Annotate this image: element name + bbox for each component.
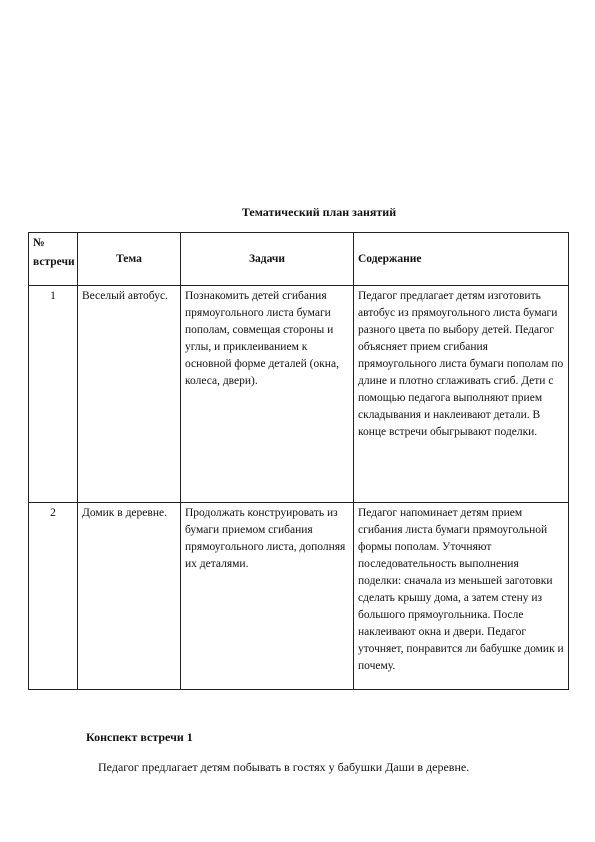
header-theme: Тема [78, 233, 181, 286]
table-row [29, 503, 569, 690]
thematic-plan-table [28, 232, 569, 690]
header-content: Содержание [354, 233, 569, 286]
row-number: 1 [29, 286, 78, 503]
table-row [29, 286, 569, 503]
table-header-row [29, 233, 569, 286]
row-number: 2 [29, 503, 78, 690]
summary-heading: Конспект встречи 1 [86, 730, 193, 744]
row-tasks: Познакомить детей сгибания прямоугольного листа бумаги пополам, совмещая стороны и углы, и приклеиванием к основной форме деталей (окна, колеса, двери). [181, 286, 354, 503]
row-tasks: Продолжать конструировать из бумаги приемом сгибания прямоугольного листа, дополняя их деталями. [181, 503, 354, 690]
row-content: Педагог напоминает детям прием сгибания листа бумаги прямоугольной формы пополам. Уточняют последовательность выполнения поделки: сначала из меньшей заготовки сделать крышу дома, а затем стену из большого прямоугольника. После наклеивают окна и двери. Педагог уточняет, понравится ли бабушке домик и почему. [354, 503, 569, 690]
header-tasks: Задачи [181, 233, 354, 286]
row-content: Педагог предлагает детям изготовить автобус из прямоугольного листа бумаги разного цвета по выбору детей. Педагог объясняет прием сгибания прямоугольного листа бумаги пополам по длине и плотно сглаживать сгиб. Дети с помощью педагога выполняют прием складывания и наклеивают детали. В конце встречи обыгрывают поделки. [354, 286, 569, 503]
header-number: № встречи [29, 233, 78, 286]
row-theme: Домик в деревне. [78, 503, 181, 690]
row-theme: Веселый автобус. [78, 286, 181, 503]
summary-text: Педагог предлагает детям побывать в гостях у бабушки Даши в деревне. [98, 760, 470, 774]
page-title: Тематический план занятий [241, 205, 397, 219]
